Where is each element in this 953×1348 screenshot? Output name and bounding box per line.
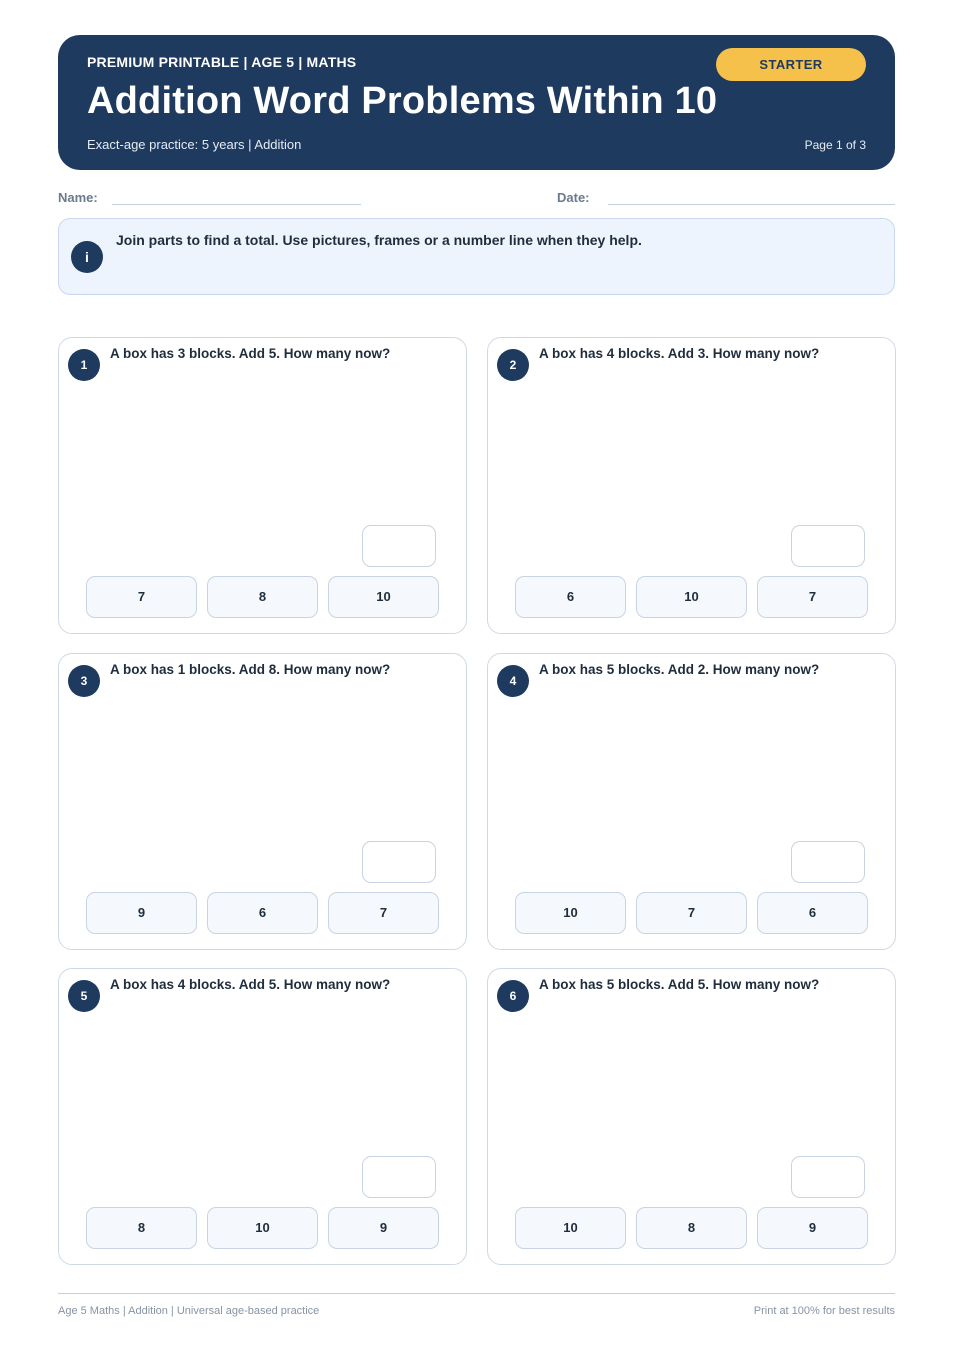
problem-card <box>58 337 467 634</box>
answer-choice[interactable]: 10 <box>636 576 747 618</box>
problem-number: 1 <box>68 349 100 381</box>
answer-box[interactable] <box>791 525 865 567</box>
footer-left-text: Age 5 Maths | Addition | Universal age-based practice <box>58 1305 320 1317</box>
answer-choice[interactable]: 7 <box>328 892 439 934</box>
answer-choice[interactable]: 8 <box>207 576 318 618</box>
answer-choice[interactable]: 6 <box>207 892 318 934</box>
answer-choice[interactable]: 9 <box>328 1207 439 1249</box>
level-badge: STARTER <box>716 48 866 81</box>
answer-box[interactable] <box>362 841 436 883</box>
problem-question: A box has 4 blocks. Add 5. How many now? <box>110 977 391 992</box>
problem-card <box>487 653 896 950</box>
answer-choice[interactable]: 8 <box>636 1207 747 1249</box>
header-subtitle: Exact-age practice: 5 years | Addition <box>87 137 302 152</box>
instructions-text: Join parts to find a total. Use pictures, frames or a number line when they help. <box>116 232 642 248</box>
answer-choice[interactable]: 7 <box>757 576 868 618</box>
answer-choice[interactable]: 10 <box>328 576 439 618</box>
problem-number: 2 <box>497 349 529 381</box>
answer-choice[interactable]: 9 <box>757 1207 868 1249</box>
name-label: Name: <box>58 190 98 205</box>
answer-box[interactable] <box>362 525 436 567</box>
answer-box[interactable] <box>791 841 865 883</box>
answer-choice[interactable]: 9 <box>86 892 197 934</box>
date-field[interactable] <box>608 204 895 205</box>
problem-number: 5 <box>68 980 100 1012</box>
problem-number: 4 <box>497 665 529 697</box>
footer-right-text: Print at 100% for best results <box>753 1305 895 1317</box>
footer-divider <box>58 1293 895 1294</box>
problem-question: A box has 3 blocks. Add 5. How many now? <box>110 346 391 361</box>
problem-number: 3 <box>68 665 100 697</box>
answer-choice[interactable]: 10 <box>207 1207 318 1249</box>
answer-choice[interactable]: 7 <box>86 576 197 618</box>
answer-choice[interactable]: 6 <box>757 892 868 934</box>
answer-box[interactable] <box>362 1156 436 1198</box>
problem-number: 6 <box>497 980 529 1012</box>
problem-card <box>58 653 467 950</box>
problem-card <box>487 337 896 634</box>
instructions-box <box>58 218 895 295</box>
answer-box[interactable] <box>791 1156 865 1198</box>
answer-choice[interactable]: 7 <box>636 892 747 934</box>
page-number: Page 1 of 3 <box>804 138 866 152</box>
problem-question: A box has 1 blocks. Add 8. How many now? <box>110 662 391 677</box>
answer-choice[interactable]: 6 <box>515 576 626 618</box>
page-title: Addition Word Problems Within 10 <box>87 80 718 122</box>
answer-choice[interactable]: 10 <box>515 1207 626 1249</box>
problem-question: A box has 4 blocks. Add 3. How many now? <box>539 346 820 361</box>
answer-choice[interactable]: 10 <box>515 892 626 934</box>
answer-choice[interactable]: 8 <box>86 1207 197 1249</box>
info-icon: i <box>71 241 103 273</box>
worksheet-header <box>58 35 895 170</box>
problem-question: A box has 5 blocks. Add 5. How many now? <box>539 977 820 992</box>
name-field[interactable] <box>112 204 361 205</box>
problem-question: A box has 5 blocks. Add 2. How many now? <box>539 662 820 677</box>
header-kicker: PREMIUM PRINTABLE | AGE 5 | MATHS <box>87 54 357 70</box>
problem-card <box>487 968 896 1265</box>
problem-card <box>58 968 467 1265</box>
date-label: Date: <box>557 190 590 205</box>
